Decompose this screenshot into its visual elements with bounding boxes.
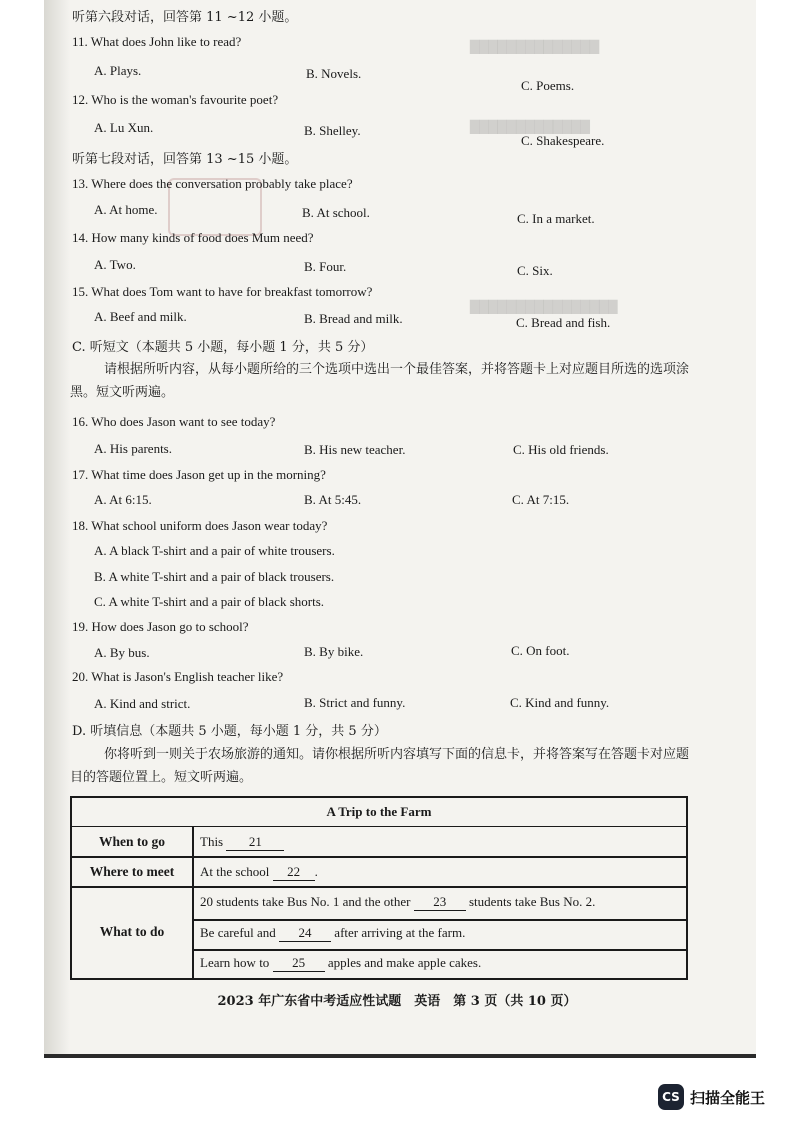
q17-option-a: A. At 6:15.: [94, 492, 152, 507]
row-divider: [72, 886, 686, 888]
q18-option-a: A. A black T-shirt and a pair of white trousers.: [94, 543, 335, 558]
section-c-instruction: 请根据所听内容，从每小题所给的三个选项中选出一个最佳答案，并将答题卡上对应题目所选的选项涂黑。短文听两遍。: [70, 362, 690, 400]
what-row-1: [200, 894, 595, 911]
row2-suffix: after arriving at the farm.: [334, 925, 466, 940]
table-title: A Trip to the Farm: [72, 798, 686, 827]
q11-option-a: A. Plays.: [94, 63, 142, 78]
q11-option-c: C. Poems.: [521, 78, 575, 93]
q19-option-a: A. By bus.: [94, 645, 150, 660]
where-label: Where to meet: [89, 864, 175, 879]
section-d-instruction: 你将听到一则关于农场旅游的通知。请你根据所听内容填写下面的信息卡，并将答案写在答题卡对应题目的答题位置上。短文听两遍。: [70, 747, 690, 785]
question-11: 11. What does John like to read?: [72, 34, 242, 49]
question-18: 18. What school uniform does Jason wear today?: [72, 518, 328, 533]
row1-suffix: students take Bus No. 2.: [469, 894, 596, 909]
what-row-3: [200, 955, 481, 972]
q19-option-b: B. By bike.: [304, 644, 364, 659]
question-15: 15. What does Tom want to have for breakfast tomorrow?: [72, 284, 373, 299]
q15-option-a: A. Beef and milk.: [94, 309, 187, 324]
question-20: 20. What is Jason's English teacher like?: [72, 669, 284, 684]
q16-option-a: A. His parents.: [94, 441, 172, 456]
row2-prefix: Be careful and: [200, 925, 276, 940]
q16-option-c: C. His old friends.: [513, 442, 609, 457]
question-14: 14. How many kinds of food does Mum need?: [72, 230, 314, 245]
bleed-through: ████████████████: [470, 300, 618, 314]
q13-option-c: C. In a market.: [517, 211, 595, 226]
where-content: [200, 864, 318, 881]
q19-option-c: C. On foot.: [511, 643, 570, 658]
row3-suffix: apples and make apple cakes.: [327, 955, 482, 970]
q15-option-b: B. Bread and milk.: [304, 311, 403, 326]
when-label: When to go: [98, 834, 165, 849]
q12-option-c: C. Shakespeare.: [521, 133, 605, 148]
column-divider: [192, 826, 194, 980]
scanner-app-name: 扫描全能王: [690, 1088, 766, 1107]
scan-edge: [44, 1054, 756, 1058]
paper-shadow: [44, 0, 70, 1058]
q14-option-a: A. Two.: [94, 257, 136, 272]
row1-prefix: 20 students take Bus No. 1 and the other: [200, 894, 411, 909]
where-suffix: .: [314, 864, 318, 879]
row-divider: [192, 919, 688, 921]
q20-option-a: A. Kind and strict.: [94, 696, 191, 711]
question-17: 17. What time does Jason get up in the morning?: [72, 467, 326, 482]
q15-option-c: C. Bread and fish.: [516, 315, 611, 330]
q14-option-c: C. Six.: [517, 263, 553, 278]
q20-option-c: C. Kind and funny.: [510, 695, 610, 710]
blank-21: 21: [226, 834, 284, 851]
q17-option-c: C. At 7:15.: [512, 492, 570, 507]
q16-option-b: B. His new teacher.: [304, 442, 406, 457]
part6-intro: 听第六段对话，回答第 11 ~12 小题。: [72, 10, 298, 25]
row-divider: [72, 856, 686, 858]
q18-option-c: C. A white T-shirt and a pair of black shorts.: [94, 594, 325, 609]
q14-option-b: B. Four.: [304, 259, 347, 274]
where-prefix: At the school: [200, 864, 270, 879]
q18-option-b: B. A white T-shirt and a pair of black trousers.: [94, 569, 335, 584]
when-prefix: This: [200, 834, 224, 849]
q12-option-b: B. Shelley.: [304, 123, 361, 138]
q17-option-b: B. At 5:45.: [304, 492, 362, 507]
info-card-table: [70, 796, 688, 980]
q11-option-b: B. Novels.: [306, 66, 362, 81]
question-16: 16. Who does Jason want to see today?: [72, 414, 276, 429]
q13-option-b: B. At school.: [302, 205, 370, 220]
part7-intro: 听第七段对话，回答第 13 ~15 小题。: [72, 152, 298, 167]
scanner-watermark: [658, 1084, 765, 1110]
bleed-through: ██████████████: [470, 40, 600, 54]
blank-22: 22: [273, 864, 315, 881]
q20-option-b: B. Strict and funny.: [304, 695, 406, 710]
q13-option-a: A. At home.: [94, 202, 158, 217]
camscanner-logo-icon: CS: [658, 1084, 684, 1110]
blank-25: 25: [273, 955, 325, 972]
page-footer: 2023 年广东省中考适应性试题 英语 第 3 页（共 10 页）: [217, 994, 577, 1009]
blank-24: 24: [279, 925, 331, 942]
question-13: 13. Where does the conversation probably take place?: [72, 176, 353, 191]
q12-option-a: A. Lu Xun.: [94, 120, 154, 135]
row3-prefix: Learn how to: [200, 955, 270, 970]
section-d-heading: D. 听填信息（本题共 5 小题，每小题 1 分，共 5 分）: [72, 724, 387, 739]
blank-23: 23: [414, 894, 466, 911]
bleed-through: █████████████: [470, 120, 590, 134]
question-12: 12. Who is the woman's favourite poet?: [72, 92, 279, 107]
what-row-2: [200, 925, 465, 942]
what-label: What to do: [99, 924, 165, 939]
section-c-heading: C. 听短文（本题共 5 小题，每小题 1 分，共 5 分）: [72, 340, 374, 355]
when-content: [200, 834, 284, 851]
row-divider: [192, 949, 688, 951]
question-19: 19. How does Jason go to school?: [72, 619, 249, 634]
